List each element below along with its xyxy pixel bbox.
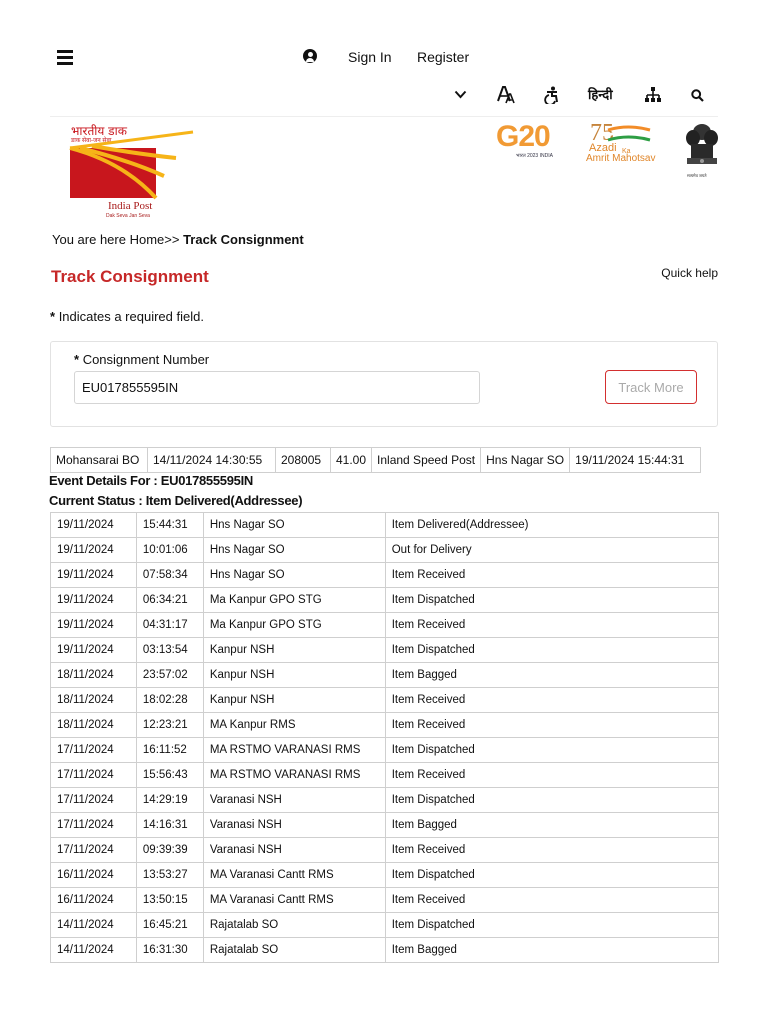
event-description-cell: Out for Delivery: [385, 538, 718, 563]
required-asterisk: *: [50, 309, 56, 324]
table-row: [51, 688, 719, 713]
event-office-cell: Varanasi NSH: [203, 813, 385, 838]
event-description-cell: Item Dispatched: [385, 913, 718, 938]
event-time-cell: 12:23:21: [136, 713, 203, 738]
table-row: [51, 638, 719, 663]
event-time-cell: 15:44:31: [136, 513, 203, 538]
event-description-cell: Item Received: [385, 688, 718, 713]
required-field-note: * Indicates a required field.: [50, 309, 204, 324]
accessibility-icon[interactable]: [544, 86, 560, 104]
event-description-cell: Item Received: [385, 838, 718, 863]
azadi-75-mark: 75: [590, 120, 614, 146]
event-time-cell: 18:02:28: [136, 688, 203, 713]
summary-cell-pin: 208005: [276, 448, 331, 473]
event-office-cell: Ma Kanpur GPO STG: [203, 588, 385, 613]
summary-cell-booked-on: 14/11/2024 14:30:55: [148, 448, 276, 473]
consignment-number-label: * Consignment Number: [74, 352, 210, 367]
table-row: [51, 888, 719, 913]
event-office-cell: Kanpur NSH: [203, 663, 385, 688]
search-icon[interactable]: [691, 89, 704, 102]
emblem-caption: सत्यमेव जयते: [687, 173, 707, 178]
event-description-cell: Item Received: [385, 563, 718, 588]
event-description-cell: Item Dispatched: [385, 588, 718, 613]
table-row: [51, 713, 719, 738]
g20-sub: भारत 2023 INDIA: [516, 153, 553, 159]
table-row: [51, 588, 719, 613]
event-description-cell: Item Dispatched: [385, 863, 718, 888]
event-date-cell: 16/11/2024: [51, 888, 137, 913]
table-row: [51, 863, 719, 888]
event-office-cell: Varanasi NSH: [203, 838, 385, 863]
page-title: Track Consignment: [51, 267, 209, 286]
sign-in-link[interactable]: Sign In: [348, 49, 392, 65]
amrit-mahotsav-text: Amrit Mahotsav: [586, 153, 656, 164]
event-office-cell: Hns Nagar SO: [203, 513, 385, 538]
event-description-cell: Item Delivered(Addressee): [385, 513, 718, 538]
quick-help-link[interactable]: Quick help: [661, 266, 718, 280]
event-details-body: [51, 513, 719, 963]
event-office-cell: Kanpur NSH: [203, 688, 385, 713]
table-row: [51, 738, 719, 763]
event-date-cell: 19/11/2024: [51, 613, 137, 638]
breadcrumb-prefix: You are here Home>>: [52, 232, 184, 247]
azadi-ka-text: Ka: [622, 148, 631, 155]
azadi-text: Azadi: [589, 142, 617, 154]
summary-cell-tariff: 41.00: [331, 448, 372, 473]
event-description-cell: Item Bagged: [385, 938, 718, 963]
event-date-cell: 18/11/2024: [51, 663, 137, 688]
track-more-button[interactable]: Track More: [605, 370, 697, 404]
table-row: [51, 613, 719, 638]
event-description-cell: Item Received: [385, 763, 718, 788]
hindi-language-link[interactable]: हिन्दी: [588, 87, 613, 102]
event-date-cell: 17/11/2024: [51, 738, 137, 763]
event-office-cell: MA Varanasi Cantt RMS: [203, 888, 385, 913]
booking-summary-table: [50, 447, 701, 473]
event-date-cell: 14/11/2024: [51, 913, 137, 938]
event-office-cell: MA RSTMO VARANASI RMS: [203, 763, 385, 788]
current-status-heading: Current Status : Item Delivered(Addressee): [49, 493, 303, 508]
event-date-cell: 19/11/2024: [51, 638, 137, 663]
event-date-cell: 18/11/2024: [51, 688, 137, 713]
event-time-cell: 10:01:06: [136, 538, 203, 563]
event-date-cell: 17/11/2024: [51, 788, 137, 813]
table-row: [51, 763, 719, 788]
event-date-cell: 17/11/2024: [51, 763, 137, 788]
event-office-cell: Rajatalab SO: [203, 938, 385, 963]
event-time-cell: 04:31:17: [136, 613, 203, 638]
event-date-cell: 19/11/2024: [51, 513, 137, 538]
summary-cell-booked-at: Mohansarai BO: [51, 448, 148, 473]
event-date-cell: 17/11/2024: [51, 813, 137, 838]
table-row: [51, 838, 719, 863]
table-row: [51, 938, 719, 963]
event-time-cell: 14:29:19: [136, 788, 203, 813]
g20-text: G20: [496, 120, 550, 153]
india-post-emblem-graphic: [68, 120, 198, 200]
table-row: [51, 788, 719, 813]
india-post-hindi-text: भारतीय डाक: [71, 124, 127, 138]
consignment-number-input[interactable]: [74, 371, 480, 404]
table-row: [51, 913, 719, 938]
event-time-cell: 07:58:34: [136, 563, 203, 588]
national-emblem: [685, 122, 719, 178]
event-date-cell: 17/11/2024: [51, 838, 137, 863]
g20-logo: [496, 120, 568, 164]
event-description-cell: Item Dispatched: [385, 738, 718, 763]
event-office-cell: Ma Kanpur GPO STG: [203, 613, 385, 638]
event-time-cell: 14:16:31: [136, 813, 203, 838]
event-time-cell: 16:11:52: [136, 738, 203, 763]
event-office-cell: Rajatalab SO: [203, 913, 385, 938]
hamburger-icon[interactable]: [57, 50, 73, 64]
sitemap-icon[interactable]: [645, 87, 661, 103]
india-post-logo[interactable]: [68, 120, 198, 220]
event-description-cell: Item Dispatched: [385, 638, 718, 663]
event-office-cell: Hns Nagar SO: [203, 538, 385, 563]
register-link[interactable]: Register: [417, 49, 470, 65]
table-row: [51, 513, 719, 538]
event-date-cell: 14/11/2024: [51, 938, 137, 963]
india-post-tagline: Dak Seva Jan Seva: [106, 213, 150, 219]
event-description-cell: Item Received: [385, 888, 718, 913]
summary-cell-delivery-location: Hns Nagar SO: [481, 448, 570, 473]
breadcrumb-current: Track Consignment: [183, 232, 304, 247]
required-asterisk: *: [74, 352, 80, 367]
event-time-cell: 09:39:39: [136, 838, 203, 863]
event-date-cell: 19/11/2024: [51, 588, 137, 613]
india-post-hindi-sub: डाक सेवा-जन सेवा: [71, 138, 112, 144]
event-office-cell: Kanpur NSH: [203, 638, 385, 663]
event-date-cell: 18/11/2024: [51, 713, 137, 738]
event-time-cell: 16:31:30: [136, 938, 203, 963]
event-description-cell: Item Dispatched: [385, 788, 718, 813]
event-date-cell: 19/11/2024: [51, 538, 137, 563]
azadi-ka-amrit-mahotsav-logo: [586, 120, 666, 166]
event-time-cell: 13:50:15: [136, 888, 203, 913]
event-office-cell: MA Varanasi Cantt RMS: [203, 863, 385, 888]
flag-stripes-graphic: [604, 124, 654, 144]
track-form: [50, 341, 718, 427]
summary-cell-delivered-on: 19/11/2024 15:44:31: [570, 448, 701, 473]
event-description-cell: Item Received: [385, 613, 718, 638]
event-time-cell: 13:53:27: [136, 863, 203, 888]
event-office-cell: MA RSTMO VARANASI RMS: [203, 738, 385, 763]
table-row: [51, 563, 719, 588]
table-row: [51, 538, 719, 563]
india-post-english-name: India Post: [108, 200, 153, 212]
event-description-cell: Item Received: [385, 713, 718, 738]
breadcrumb: [52, 232, 304, 247]
summary-cell-article-type: Inland Speed Post: [372, 448, 481, 473]
event-office-cell: Varanasi NSH: [203, 788, 385, 813]
event-details-heading: Event Details For : EU017855595IN: [49, 473, 253, 488]
event-time-cell: 15:56:43: [136, 763, 203, 788]
font-size-icon[interactable]: [497, 86, 515, 104]
event-description-cell: Item Bagged: [385, 663, 718, 688]
user-circle-icon[interactable]: [303, 49, 317, 63]
event-time-cell: 16:45:21: [136, 913, 203, 938]
event-time-cell: 23:57:02: [136, 663, 203, 688]
event-time-cell: 03:13:54: [136, 638, 203, 663]
event-office-cell: MA Kanpur RMS: [203, 713, 385, 738]
top-navigation: [0, 0, 768, 115]
chevron-down-icon[interactable]: [454, 90, 467, 99]
ashoka-emblem-graphic: [685, 122, 719, 174]
event-description-cell: Item Bagged: [385, 813, 718, 838]
event-date-cell: 19/11/2024: [51, 563, 137, 588]
event-time-cell: 06:34:21: [136, 588, 203, 613]
event-details-table: [50, 512, 719, 963]
summary-row: [51, 448, 701, 473]
header-divider: [50, 116, 718, 117]
event-office-cell: Hns Nagar SO: [203, 563, 385, 588]
event-date-cell: 16/11/2024: [51, 863, 137, 888]
table-row: [51, 813, 719, 838]
table-row: [51, 663, 719, 688]
